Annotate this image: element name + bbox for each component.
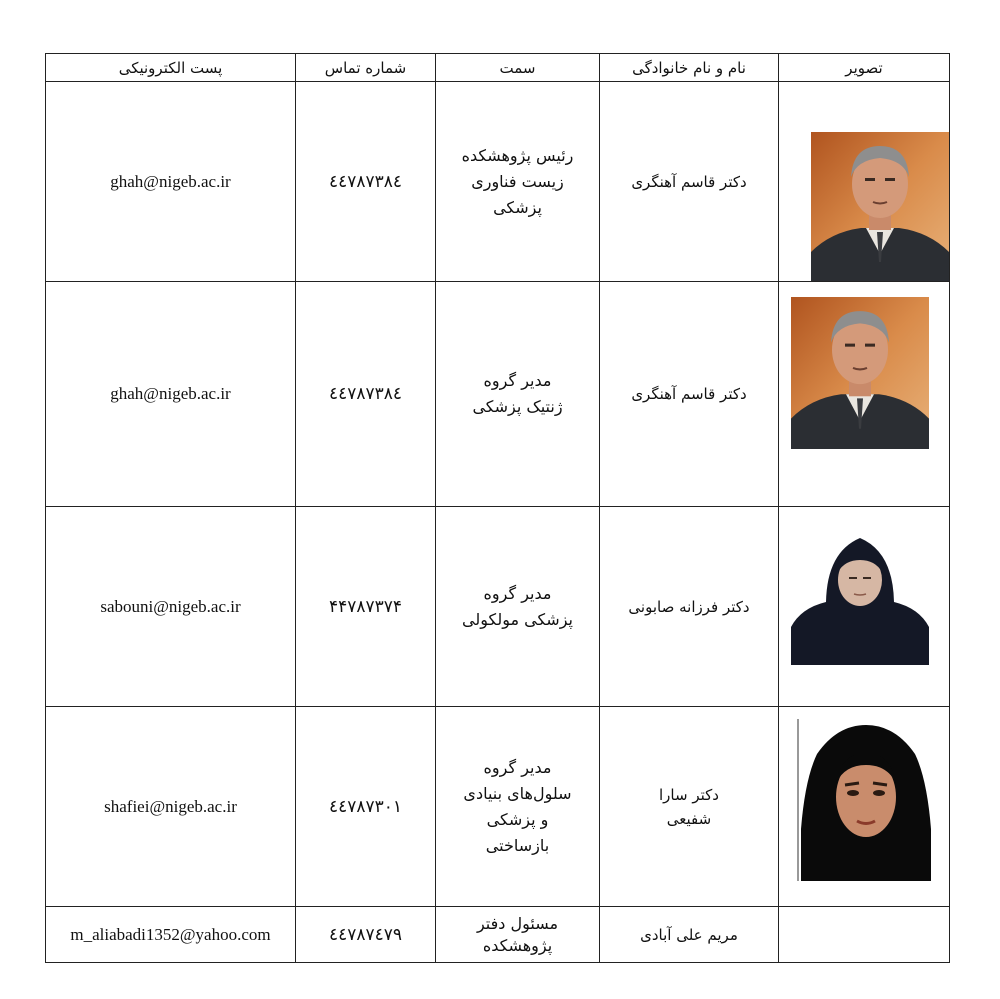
portrait-man-photo (811, 132, 949, 282)
photo-cell (779, 282, 950, 507)
role-line: و پزشکی (486, 809, 549, 829)
header-email: پست الکترونیکی (46, 54, 296, 82)
role-line: مسئول دفتر (476, 913, 559, 933)
email-cell: shafiei@nigeb.ac.ir (46, 707, 296, 907)
header-phone: شماره تماس (296, 54, 436, 82)
photo-cell (779, 82, 950, 282)
portrait-woman-photo (797, 719, 935, 881)
portrait-woman-photo (791, 522, 929, 665)
name-cell (600, 507, 779, 707)
name-line: دکتر قاسم آهنگری (631, 172, 747, 191)
name-line: دکتر سارا (659, 785, 719, 804)
name-line: مریم علی آبادی (640, 925, 738, 944)
table-row (46, 282, 950, 507)
role-line: سلول‌های بنیادی (463, 783, 572, 803)
header-photo: تصویر (779, 54, 950, 82)
name-cell (600, 282, 779, 507)
table-row (46, 507, 950, 707)
email-cell: ghah@nigeb.ac.ir (46, 282, 296, 507)
name-cell (600, 707, 779, 907)
name-line: دکتر فرزانه صابونی (628, 597, 750, 616)
role-line: پژوهشکده (482, 935, 553, 955)
phone-cell: ٤٤٧٨٧٣٠١ (296, 707, 436, 907)
role-line: ژنتیک پزشکی (472, 397, 563, 416)
name-cell (600, 907, 779, 963)
header-row (46, 54, 950, 82)
role-line: پزشکی (493, 197, 542, 217)
phone-cell: ٤٤٧٨٧٤٧٩ (296, 907, 436, 963)
phone-cell: ۴۴۷۸۷۳۷۴ (296, 507, 436, 707)
email-cell: m_aliabadi1352@yahoo.com (46, 907, 296, 963)
role-line: پزشکی مولکولی (462, 609, 573, 629)
email-cell: sabouni@nigeb.ac.ir (46, 507, 296, 707)
photo-cell-empty (779, 907, 950, 963)
staff-table (45, 53, 950, 963)
email-cell: ghah@nigeb.ac.ir (46, 82, 296, 282)
phone-cell: ٤٤٧٨٧٣٨٤ (296, 282, 436, 507)
role-line: زیست فناوری (471, 171, 564, 191)
role-line: مدیر گروه (483, 757, 552, 777)
role-line: بازساختی (485, 835, 550, 855)
role-cell (436, 907, 600, 963)
table-row (46, 707, 950, 907)
table-row (46, 907, 950, 963)
role-line: مدیر گروه (483, 583, 552, 603)
photo-cell (779, 707, 950, 907)
table-row (46, 82, 950, 282)
name-line: دکتر قاسم آهنگری (631, 385, 747, 403)
photo-cell (779, 507, 950, 707)
role-cell (436, 282, 600, 507)
header-name: نام و نام خانوادگی (600, 54, 779, 82)
role-line: رئیس پژوهشکده (461, 145, 574, 165)
role-cell (436, 507, 600, 707)
role-cell (436, 707, 600, 907)
phone-cell: ٤٤٧٨٧٣٨٤ (296, 82, 436, 282)
name-line: شفیعی (666, 809, 712, 828)
role-line: مدیر گروه (483, 371, 552, 390)
header-role: سمت (436, 54, 600, 82)
role-cell (436, 82, 600, 282)
portrait-man-photo (791, 297, 929, 449)
name-cell (600, 82, 779, 282)
